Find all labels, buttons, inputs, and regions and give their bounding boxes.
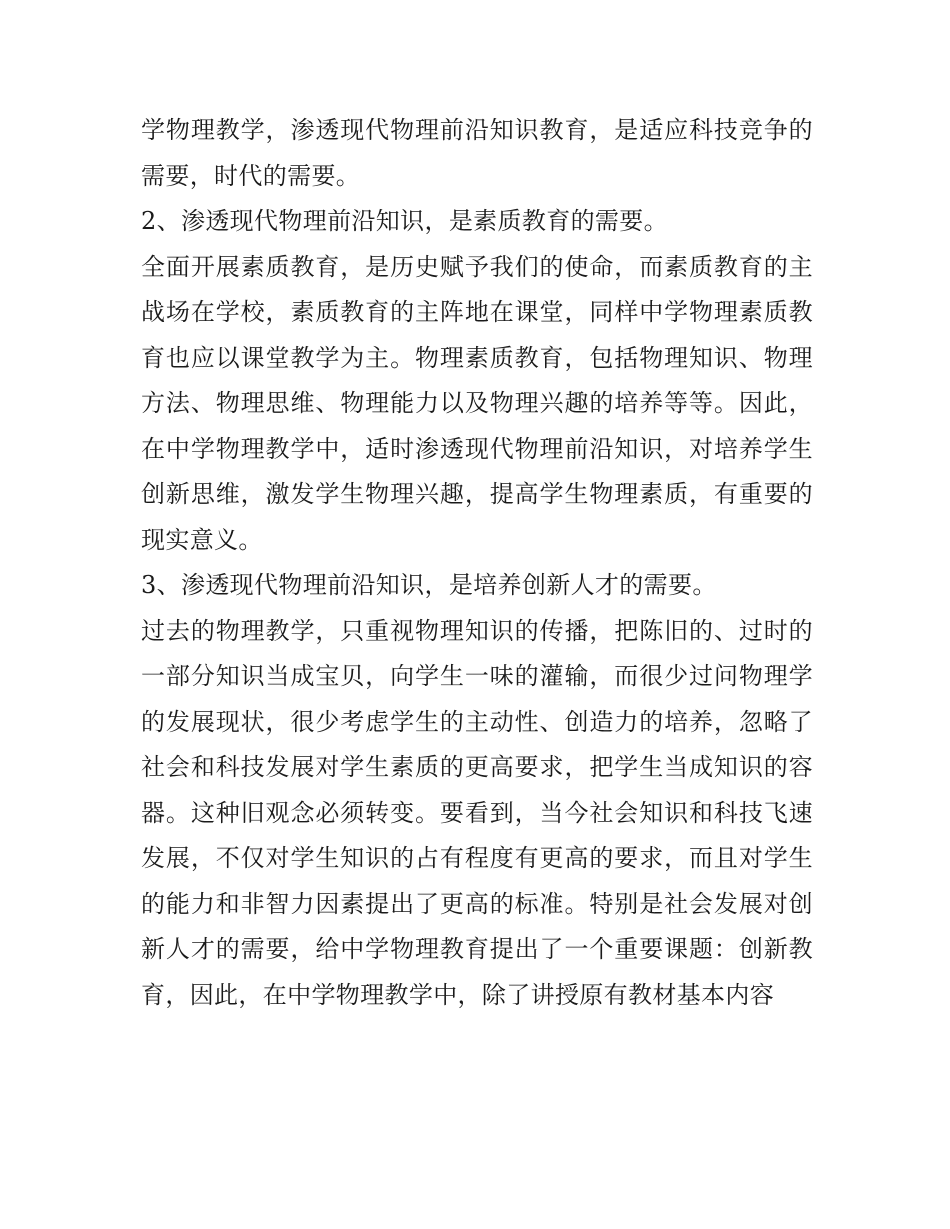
text-line: 3、渗透现代物理前沿知识，是培养创新人才的需要。 — [141, 571, 717, 599]
text-line: 的能力和非智力因素提出了更高的标准。特别是社会发展对创 — [141, 889, 813, 918]
text-line: 现实意义。 — [141, 525, 263, 554]
text-line: 全面开展素质教育，是历史赋予我们的使命，而素质教育的主 — [141, 252, 813, 281]
text-line: 创新思维，激发学生物理兴趣，提高学生物理素质，有重要的 — [141, 480, 813, 508]
text-line: 一部分知识当成宝贝，向学生一味的灌输，而很少过问物理学 — [141, 662, 813, 690]
text-line: 在中学物理教学中，适时渗透现代物理前沿知识，对培养学生 — [141, 434, 813, 463]
text-line: 2、渗透现代物理前沿知识，是素质教育的需要。 — [141, 207, 668, 235]
text-line: 的发展现状，很少考虑学生的主动性、创造力的培养，忽略了 — [141, 707, 813, 736]
text-line: 学物理教学，渗透现代物理前沿知识教育，是适应科技竞争的 — [141, 116, 813, 144]
text-line: 育，因此，在中学物理教学中，除了讲授原有教材基本内容 — [141, 980, 775, 1009]
body-text — [141, 108, 813, 1018]
text-line: 发展，不仅对学生知识的占有程度有更高的要求，而且对学生 — [141, 844, 813, 872]
text-line: 器。这种旧观念必须转变。要看到，当今社会知识和科技飞速 — [141, 798, 813, 827]
text-line: 社会和科技发展对学生素质的更高要求，把学生当成知识的容 — [141, 753, 813, 781]
text-line: 需要，时代的需要。 — [141, 161, 361, 190]
text-line: 育也应以课堂教学为主。物理素质教育，包括物理知识、物理 — [141, 343, 813, 372]
text-line: 方法、物理思维、物理能力以及物理兴趣的培养等等。因此， — [141, 389, 813, 417]
text-line: 过去的物理教学，只重视物理知识的传播，把陈旧的、过时的 — [141, 616, 813, 645]
text-line: 战场在学校，素质教育的主阵地在课堂，同样中学物理素质教 — [141, 298, 813, 326]
text-line: 新人才的需要，给中学物理教育提出了一个重要课题：创新教 — [141, 935, 813, 963]
